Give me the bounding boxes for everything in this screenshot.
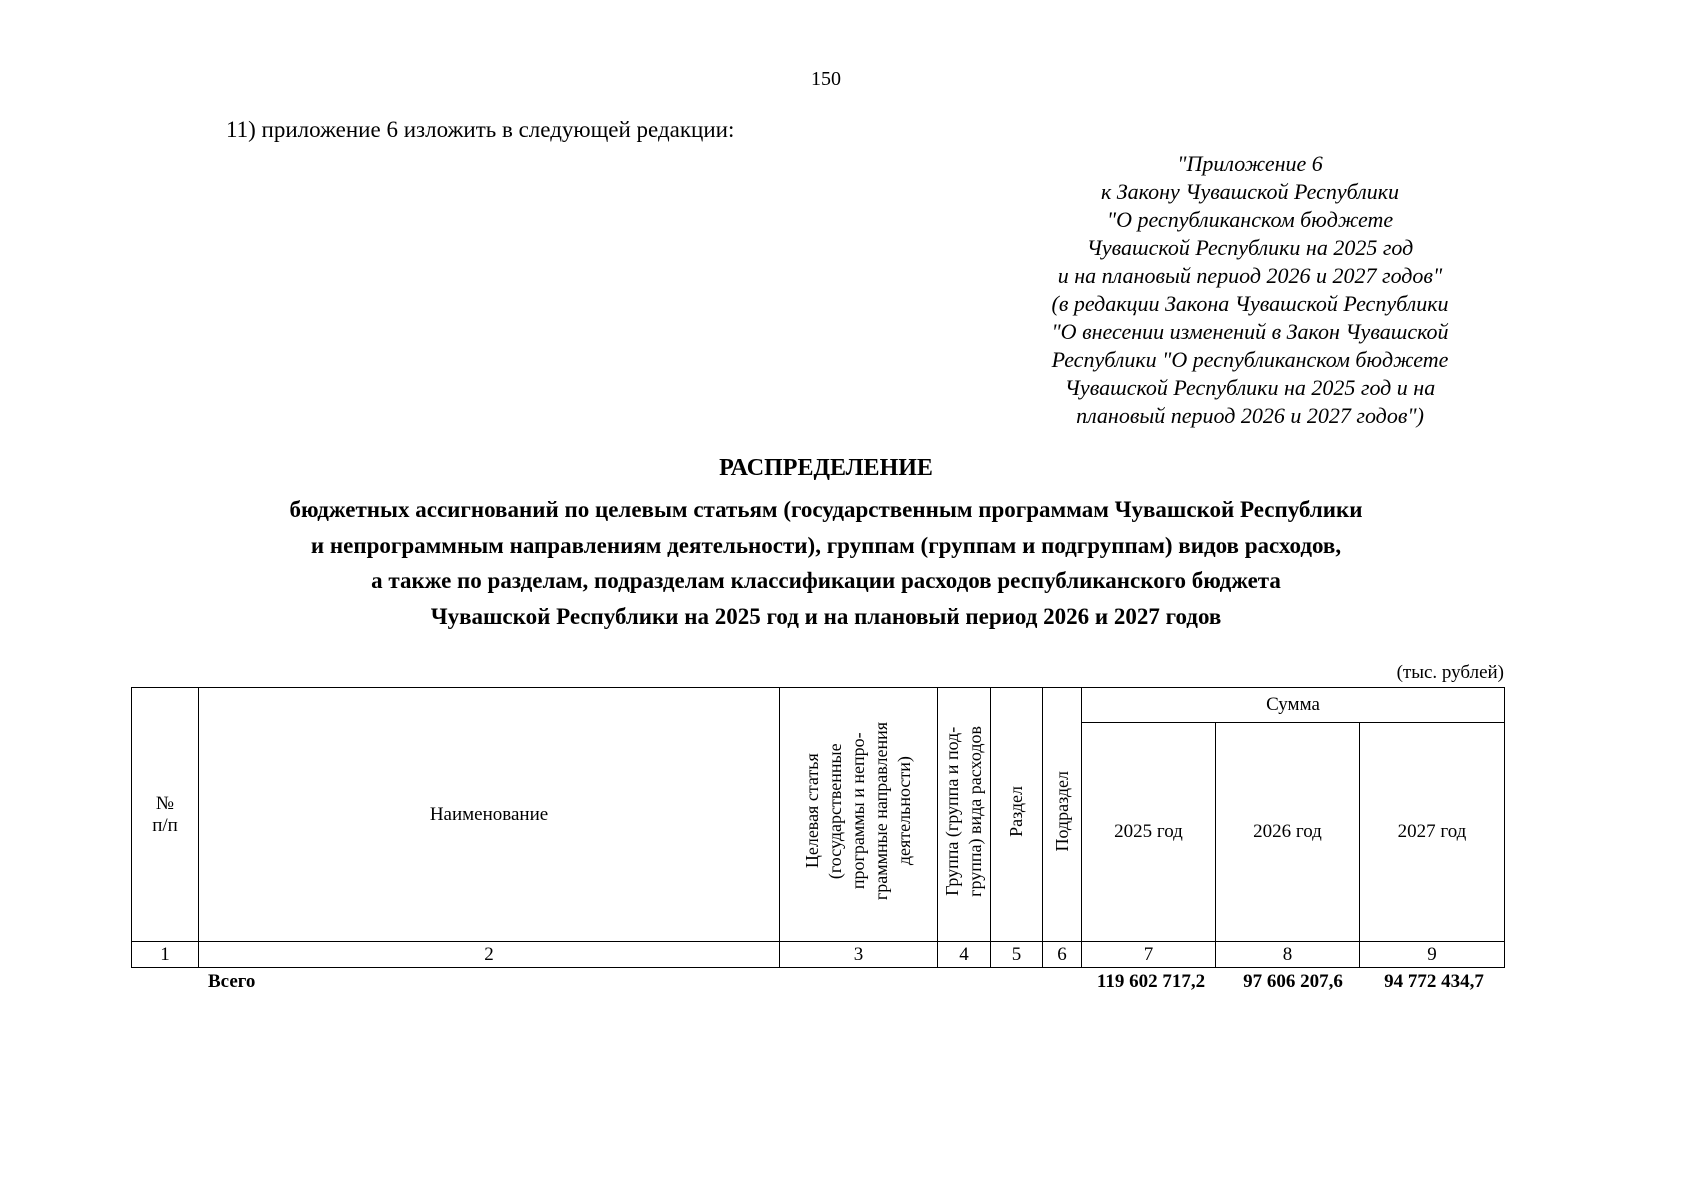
total-2025-value: 119 602 717,2 bbox=[1096, 971, 1206, 992]
annex-line: "О республиканском бюджете bbox=[1106, 207, 1394, 232]
header-subsection-text: Подраздел bbox=[1051, 771, 1072, 852]
column-number: 9 bbox=[1360, 942, 1505, 968]
amendment-intro: 11) приложение 6 изложить в следующей редакции: bbox=[226, 117, 735, 142]
header-name: Наименование bbox=[199, 688, 780, 942]
annex-line: Республики "О республиканском бюджете bbox=[1051, 347, 1449, 372]
subtitle-line: бюджетных ассигнований по целевым статьям (государственным программам Чувашской Республики bbox=[289, 497, 1363, 522]
header-section-text: Раздел bbox=[1006, 786, 1026, 837]
total-2026-value: 97 606 207,6 bbox=[1243, 971, 1343, 992]
header-year-2026: 2026 год bbox=[1216, 723, 1360, 942]
header-target-article-line: деятельности) bbox=[894, 756, 914, 867]
document-subtitle bbox=[120, 492, 1532, 634]
column-number: 4 bbox=[938, 942, 991, 968]
subtitle-line: и непрограммным направлениям деятельности), группам (группам и подгруппам) видов расходов, bbox=[310, 532, 1342, 558]
subtitle-line: а также по разделам, подразделам классификации расходов республиканского бюджета bbox=[371, 568, 1281, 593]
annex-line: "Приложение 6 bbox=[1177, 151, 1323, 176]
header-target-article bbox=[780, 688, 938, 942]
header-number-abbrev: п/п bbox=[152, 814, 178, 836]
header-target-article-text bbox=[801, 722, 916, 900]
header-number-sign: № bbox=[155, 792, 175, 814]
header-subsection bbox=[1043, 688, 1082, 942]
header-expense-group-text bbox=[941, 726, 987, 897]
budget-table bbox=[131, 687, 1505, 968]
header-expense-group bbox=[938, 688, 991, 942]
column-number: 7 bbox=[1082, 942, 1216, 968]
annex-line: (в редакции Закона Чувашской Республики bbox=[1051, 291, 1449, 316]
header-target-article-line: Целевая статья bbox=[802, 754, 822, 869]
total-row bbox=[131, 971, 1504, 997]
header-expense-group-line: Группа (группа и под- bbox=[942, 726, 962, 897]
page-number: 150 bbox=[811, 68, 841, 90]
annex-line: и на плановый период 2026 и 2027 годов" bbox=[1057, 263, 1443, 288]
header-target-article-line: (государственные bbox=[825, 743, 845, 880]
annex-line: к Закону Чувашской Республики bbox=[1100, 179, 1399, 204]
annex-reference bbox=[1010, 150, 1490, 430]
annex-line: плановый период 2026 и 2027 годов") bbox=[1076, 403, 1424, 428]
header-section bbox=[991, 688, 1043, 942]
document-title: РАСПРЕДЕЛЕНИЕ bbox=[719, 455, 933, 481]
header-sum: Сумма bbox=[1082, 688, 1505, 723]
column-number: 6 bbox=[1043, 942, 1082, 968]
column-number: 1 bbox=[132, 942, 199, 968]
total-label: Всего bbox=[208, 971, 256, 992]
annex-line: Чувашской Республики на 2025 год bbox=[1086, 235, 1414, 260]
annex-line: "О внесении изменений в Закон Чувашской bbox=[1051, 319, 1449, 344]
column-number: 3 bbox=[780, 942, 938, 968]
header-row-number bbox=[132, 688, 199, 942]
header-year-2025: 2025 год bbox=[1082, 723, 1216, 942]
units-label: (тыс. рублей) bbox=[1396, 662, 1504, 683]
header-target-article-line: программы и непро- bbox=[848, 733, 868, 890]
header-expense-group-line: группа) вида расходов bbox=[965, 726, 985, 897]
column-number: 2 bbox=[199, 942, 780, 968]
total-2027-value: 94 772 434,7 bbox=[1384, 971, 1484, 992]
subtitle-line: Чувашской Республики на 2025 год и на плановый период 2026 и 2027 годов bbox=[430, 603, 1222, 629]
column-number: 5 bbox=[991, 942, 1043, 968]
header-target-article-line: граммные направления bbox=[871, 722, 891, 901]
column-number-row bbox=[132, 942, 1505, 968]
annex-line: Чувашской Республики на 2025 год и на bbox=[1064, 375, 1436, 400]
column-number: 8 bbox=[1216, 942, 1360, 968]
header-year-2027: 2027 год bbox=[1360, 723, 1505, 942]
